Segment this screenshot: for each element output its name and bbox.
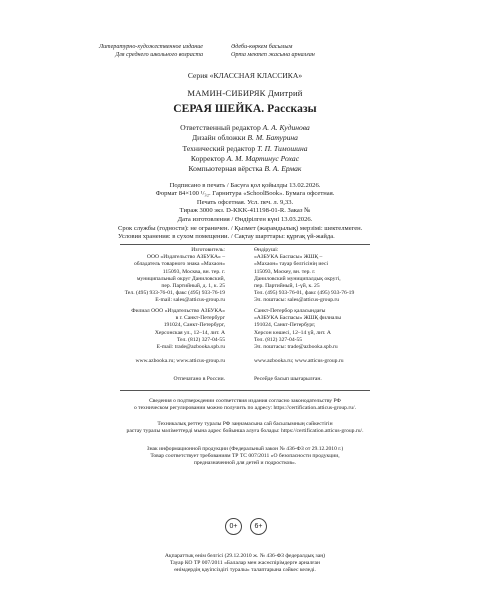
certification-kz	[0, 421, 490, 435]
credit-name: Т. П. Тимошина	[257, 143, 308, 153]
divider-middle	[120, 390, 370, 391]
print-info-line: Дата изготовления / Өндірілген күні 13.03.2026.	[177, 215, 313, 223]
credit-line	[0, 144, 490, 154]
certification-kz-line: растау туралы мәліметтерді мына адрес бойынша алуға болады: https://certification.atticus-group.ru/.	[126, 428, 364, 435]
credit-name: В. М. Батурина	[247, 133, 298, 143]
series-line: Серия «КЛАССНАЯ КЛАССИКА»	[187, 71, 303, 80]
info-product-line: Знак информационной продукции (Федеральный закон № 436-ФЗ от 29.12.2010 г.)	[146, 446, 344, 452]
manufacturer-left-line: E-mail: sales@atticus-group.ru	[155, 297, 225, 304]
manufacturer-right-line: Тел. (495) 933-76-01, факс (495) 933-76-19	[254, 290, 355, 297]
author-name: МАМИН-СИБИРЯК Дмитрий	[187, 88, 303, 98]
certification-ru-line: о техническом регулировании можно получить по адресу: https://certification.atticus-group.ru/.	[133, 405, 356, 412]
printed-left: Отпечатано в России.	[173, 376, 225, 382]
manufacturer-left-line: пер. Партийный, д. 1, к. 25	[161, 283, 225, 290]
manufacturer-right-line: 115093, Мәскеу, вн. тер. г.	[254, 268, 316, 275]
credit-role: Корректор	[190, 153, 225, 163]
info-product-block	[0, 446, 490, 468]
header-right-line2: Орта мектеп жасына арналған	[231, 52, 315, 58]
header-left-line2: Для среднего школьного возраста	[115, 52, 203, 58]
manufacturer-left-heading: Изготовитель:	[191, 247, 225, 253]
credit-role: Дизайн обложки	[192, 133, 246, 143]
manufacturer-right-line: Даниловский муниципалдық округі,	[254, 275, 341, 282]
manufacturer-left-line: Тел. (495) 933-76-01, факс (495) 933-76-19	[124, 290, 225, 297]
certification-ru	[0, 398, 490, 412]
manufacturer-left	[0, 247, 225, 305]
branch-left-line: Филиал ООО «Издательство АЗБУКА»	[131, 308, 225, 314]
branch-right-line: Херсон көшесі, 12–14 үй, лит. А	[254, 329, 331, 336]
branch-left	[0, 308, 225, 351]
manufacturer-right	[254, 247, 354, 305]
certification-kz-line: Техникалық реттеу туралы РФ заңнамасына сай басылымның сәйкестігін	[157, 421, 333, 427]
credit-line	[0, 154, 490, 164]
credit-line	[0, 133, 490, 143]
credit-line	[0, 164, 490, 174]
credit-role: Компьютерная вёрстка	[188, 164, 263, 174]
credit-line	[0, 123, 490, 133]
print-info	[0, 182, 490, 224]
branch-left-line: Тел. (812) 327-04-55	[176, 336, 225, 343]
branch-right-line: Тел. (812) 327-04-55	[254, 336, 303, 343]
manufacturer-right-line: пер. Партийный, 1-үй, к. 25	[254, 283, 320, 290]
info-product-line: Товар соответствует требованиям ТР ТС 007/2011 «О безопасности продукции,	[150, 453, 340, 460]
credit-name: В. А. Ермак	[264, 164, 302, 174]
service-life: Срок службы (годности): не ограничен. / Қызмет (жарамдылық) мерзімі: шектелмеген.	[118, 225, 363, 232]
manufacturer-left-line: ООО «Издательство АЗБУКА» –	[146, 254, 225, 261]
header-right	[231, 43, 315, 59]
manufacturer-left-line: обладатель товарного знака «Махаон»	[133, 261, 225, 268]
footer-line: Ақпараттық өнім белгісі (29.12.2010 ж. № 436-ФЗ федералдық заң)	[164, 553, 326, 559]
credit-role: Технический редактор	[182, 143, 256, 153]
branch-left-line: E-mail: trade@azbooka.spb.ru	[156, 344, 225, 351]
branch-left-line: Херсонская ул., 12–14, лит. А	[154, 329, 225, 336]
manufacturer-left-line: муниципальный округ Даниловский,	[136, 275, 225, 282]
print-info-line: Печать офсетная. Усл. печ. л. 9,33.	[196, 198, 294, 206]
branch-left-line: 191024, Санкт-Петербург,	[163, 322, 225, 329]
footer-line: өнімдердің қауіпсіздігі туралы» талаптарына сәйкес келеді.	[174, 567, 316, 574]
header-left	[0, 43, 203, 59]
credits-block	[0, 123, 490, 174]
branch-right-line: «АЗБУКА Баспасы» ЖШҚ филиалы	[254, 315, 342, 322]
certification-ru-line: Сведения о подтверждении соответствия издания согласно законодательству РФ	[149, 398, 341, 404]
info-product-line: предназначенной для детей и подростков».	[193, 460, 297, 467]
credit-role: Ответственный редактор	[180, 123, 261, 132]
manufacturer-right-heading: Өндіруші:	[254, 247, 279, 253]
conditions	[118, 225, 362, 242]
age-badge-6plus: 6+	[250, 518, 267, 535]
print-info-line: Тираж 3000 экз. D-KKK-411198-01-R. Заказ №	[179, 207, 311, 215]
branch-right-line: 191024, Санкт-Петербург,	[254, 322, 316, 329]
footer-block	[0, 553, 490, 575]
branch-right-line: Санкт-Петербор қаласындағы	[254, 308, 326, 314]
credit-name: А. А. Кудинова	[262, 123, 310, 132]
printed-right: Ресейде басып шығарылған.	[254, 376, 322, 382]
footer-line: Тауар КО ТР 007/2011 «Балалар мен жасөспірімдерге арналған	[169, 560, 321, 567]
storage-conditions: Условия хранения: в сухом помещении. / Сақтау шарттары: құрғақ үй-жайда.	[118, 233, 335, 241]
branch-right	[254, 308, 341, 351]
age-badge-0plus: 0+	[225, 518, 242, 535]
divider-top	[120, 244, 370, 245]
websites-left: www.azbooka.ru; www.atticus-group.ru	[135, 358, 225, 364]
header-left-line1: Литературно-художественное издание	[99, 44, 203, 50]
credit-name: А. М. Мартинус Рохас	[226, 153, 300, 163]
branch-left-line: в г. Санкт-Петербург	[175, 315, 225, 322]
manufacturer-right-line: «Махаон» тауар белгісінің иесі	[254, 261, 329, 268]
manufacturer-left-line: 115093, Москва, вн. тер. г.	[162, 268, 225, 275]
print-info-line: Подписано в печать / Басуға қол қойылды 13.02.2026.	[169, 182, 321, 189]
print-info-line: Формат 84×100 ¹/₃₂. Гарнитура «SchoolBook». Бумага офсетная.	[155, 190, 335, 198]
websites-right: www.azbooka.ru; www.atticus-group.ru	[254, 358, 344, 364]
header-right-line1: Әдеби-көркем басылым	[231, 44, 293, 50]
manufacturer-right-line: «АЗБУКА Баспасы» ЖШҚ –	[254, 254, 323, 261]
manufacturer-right-line: Эл. поштасы: sales@atticus-group.ru	[254, 297, 340, 304]
book-title: СЕРАЯ ШЕЙКА. Рассказы	[173, 103, 317, 115]
branch-right-line: Эл. поштасы: trade@azbooka.spb.ru	[254, 344, 338, 351]
